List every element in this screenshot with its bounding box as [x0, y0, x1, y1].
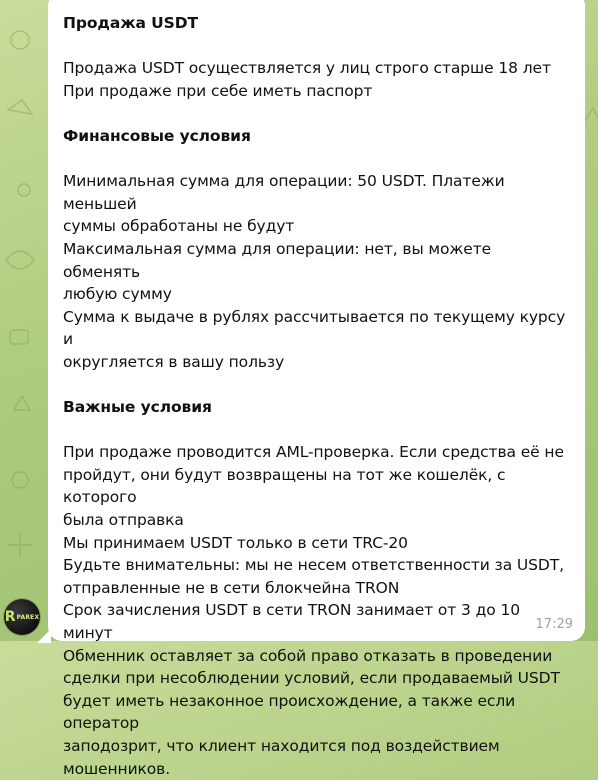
section-heading-sale: Продажа USDT — [63, 14, 198, 32]
avatar-logo-mark: R — [4, 609, 16, 625]
message-line: сделки при несоблюдении условий, если продаваемый USDT — [63, 669, 560, 688]
message-line: будет иметь незаконное происхождение, а также если оператор — [63, 691, 516, 733]
message-line: отправленные не в сети блокчейна TRON — [63, 578, 400, 597]
message-line: Обменник оставляет за собой право отказать в проведении — [63, 646, 553, 665]
message-line: При продаже проводится AML-проверка. Если средства её не — [63, 443, 564, 462]
message-line: округляется в вашу пользу — [63, 352, 285, 371]
message-line: любую сумму — [63, 285, 172, 304]
message-line: пройдут, они будут возвращены на тот же кошелёк, с которого — [63, 465, 506, 507]
sender-avatar[interactable] — [4, 599, 40, 635]
message-line: мошенников. — [63, 759, 171, 778]
message-line: была отправка — [63, 511, 184, 530]
message-text — [63, 12, 571, 780]
message-line: Максимальная сумма для операции: нет, вы можете обменять — [63, 239, 492, 281]
message-timestamp: 17:29 — [535, 617, 573, 632]
section-heading-financial: Финансовые условия — [63, 126, 251, 145]
message-line: Срок зачисления USDT в сети TRON занимает от 3 до 10 минут — [63, 601, 520, 643]
message-line: Минимальная сумма для операции: 50 USDT. Платежи меньшей — [63, 172, 505, 213]
message-line: суммы обработаны не будут — [63, 217, 295, 236]
message-bubble[interactable] — [48, 0, 585, 778]
message-line: заподозрит, что клиент находится под воздействием — [63, 737, 500, 755]
section-heading-important: Важные условия — [63, 398, 212, 417]
avatar-logo-text: PAREX — [16, 613, 40, 621]
message-line: Мы принимаем USDT только в сети TRC-20 — [63, 533, 408, 552]
message-line: Сумма к выдаче в рублях рассчитывается по текущему курсу и — [63, 307, 566, 349]
message-line: Продажа USDT осуществляется у лиц строго старше 18 лет — [63, 59, 551, 78]
message-line: Будьте внимательны: мы не несем ответственности за USDT, — [63, 556, 564, 575]
message-line: При продаже при себе иметь паспорт — [63, 81, 373, 100]
